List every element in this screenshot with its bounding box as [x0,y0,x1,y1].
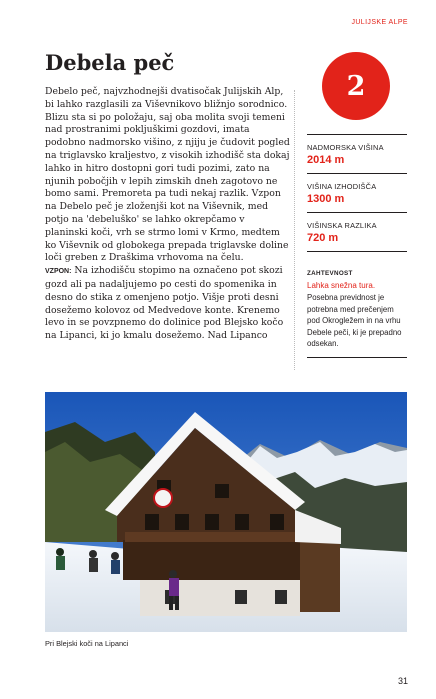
difficulty-value: Lahka snežna tura. [307,281,376,290]
photo-caption: Pri Blejski koči na Lipanci [45,639,129,648]
page-title: Debela peč [45,50,175,75]
difficulty-label: ZAHTEVNOST [307,270,353,277]
difficulty-note: Posebna previdnost je potrebna med prečenjem pod Okrogležem in na vrhu Debele peči, ki je prepadno odsekan. [307,293,402,348]
column-divider [294,90,295,370]
tour-stats-sidebar [307,134,407,358]
article-paragraph-ascent [45,265,290,343]
stat-label: VIŠINSKA RAZLIKA [307,221,377,230]
article-paragraph: Debelo peč, najvzhodnejši dvatisočak Julijskih Alp, bi lahko razglasili za Viševnikovo bližnjo sorodnico. Blizu sta si po položaju, saj oba molita svoji temeni nad prostranimi pokljuškimi gozdovi, imata podobno nadmorsko višino, z njiju je čudovit pogled na triglavsko kraljestvo, z visokih izhodišč sta dokaj lahko in hitro dostopni gori tudi pozimi, zato na njunih pobočjih v lepih zimskih dneh zagotovo ne bomo sami. Premoreta pa tudi nekaj razlik. Vzpon na Debelo peč je zloženjši kot na Viševnik, med potjo na 'debeluško' se lahko okrepčamo v planinski koči, vrh se strmo lomi v Krmo, medtem ko Viševnik od globokega prepada triglavske doline loči greben z Draškima vrhovoma na čelu. [45,86,290,264]
difficulty-block [307,251,407,350]
stat-value: 1300 m [307,193,345,205]
stats-bottom-rule [307,357,407,358]
stat-label: NADMORSKA VIŠINA [307,143,384,152]
stat-start-altitude [307,173,407,212]
section-label: JULIJSKE ALPE [351,19,408,26]
stat-value: 720 m [307,232,339,244]
article-body [45,86,290,343]
page-number: 31 [397,676,408,686]
stat-altitude [307,134,407,173]
hut-photo [45,392,407,632]
stat-value: 2014 m [307,154,345,166]
ascent-text: Na izhodišču stopimo na označeno pot skozi gozd ali pa nadaljujemo po cesti do spomenika in desno do stika z omenjeno potjo. Višje proti desni dosežemo kolovoz od Medvedove konte. Krenemo levo in se povzpnemo do dolinice pod Blejsko kočo na Lipanci, ki jo kmalu dosežemo. Nad Lipanco [45,265,284,342]
stat-label: VIŠINA IZHODIŠČA [307,182,377,191]
stat-elevation-gain [307,212,407,251]
route-number-badge: 2 [322,52,390,120]
ascent-label: VZPON: [45,268,72,276]
